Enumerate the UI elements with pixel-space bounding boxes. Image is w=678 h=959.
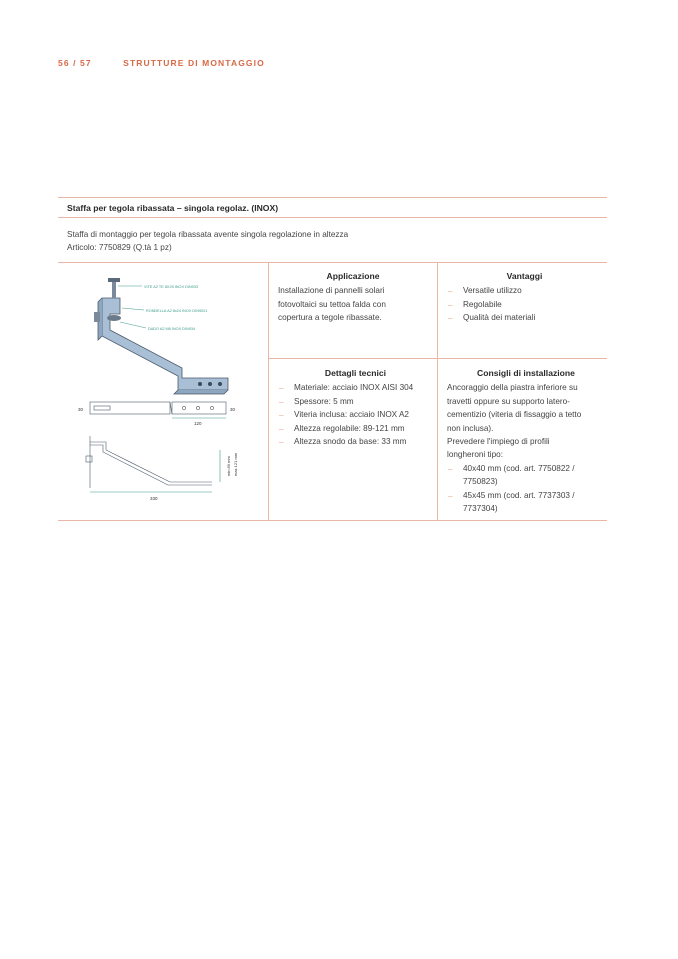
rule-under-title (58, 217, 607, 218)
dettagli-item: _ Altezza regolabile: 89-121 mm (278, 422, 433, 435)
bracket-isometric (94, 278, 228, 394)
dim-min-height: min 89 mm (226, 456, 231, 476)
column-divider-left (268, 262, 269, 520)
page-numbers: 56 / 57 (58, 58, 92, 68)
dettagli-section (278, 367, 433, 448)
dettagli-title: Dettagli tecnici (324, 368, 387, 378)
vantaggi-item: _ Regolabile (447, 298, 602, 311)
dim-total-length: 330 (150, 496, 158, 501)
applicazione-line: fotovoltaici su tettoa falda con (278, 299, 386, 309)
dim-hole-span: 120 (194, 421, 202, 426)
dettagli-item: _ Viteria inclusa: acciaio INOX A2 (278, 408, 433, 421)
consigli-item-line: 40x40 mm (cod. art. 7750822 / (463, 463, 575, 473)
dim-height-right: 30 (230, 407, 236, 412)
consigli-line: Prevedere l'impiego di profili (447, 437, 550, 447)
product-description (67, 228, 348, 254)
consigli-line: travetti oppure su supporto latero- (447, 396, 570, 406)
dettagli-item: _ Materiale: acciaio INOX AISI 304 (278, 381, 433, 394)
rule-top (58, 197, 607, 198)
article-number: Articolo: 7750829 (Q.tà 1 pz) (67, 243, 172, 252)
rule-row-divider (268, 358, 607, 359)
description-text: Staffa di montaggio per tegola ribassata avente singola regolazione in altezza (67, 230, 349, 239)
callout-vite: VITE A2 TE 8X25 INOX DIN933 (144, 285, 198, 289)
callout-lines (118, 286, 146, 328)
consigli-item (447, 462, 605, 489)
page-header (58, 58, 265, 68)
dim-max-height: max 121 mm (233, 452, 238, 476)
consigli-item-line: 7750823) (463, 477, 498, 487)
applicazione-title: Applicazione (326, 271, 380, 281)
bracket-side-view (86, 436, 220, 492)
applicazione-line: Installazione di pannelli solari (278, 286, 385, 296)
callout-rondella: RONDELLA A2 8x24 INOX DIN9021 (146, 309, 208, 313)
consigli-line: Ancoraggio della piastra inferiore su (447, 383, 578, 393)
bracket-top-view (90, 402, 226, 418)
vantaggi-section (447, 270, 602, 325)
dim-height-left: 30 (78, 407, 84, 412)
product-drawing (62, 268, 262, 513)
vantaggi-item: _ Qualità dei materiali (447, 311, 602, 324)
vantaggi-title: Vantaggi (506, 271, 543, 281)
rule-table-top (58, 262, 607, 263)
applicazione-section (278, 270, 428, 325)
consigli-title: Consigli di installazione (477, 368, 575, 378)
section-title: STRUTTURE DI MONTAGGIO (123, 58, 265, 68)
vantaggi-item: _ Versatile utilizzo (447, 284, 602, 297)
dettagli-item: _ Spessore: 5 mm (278, 395, 433, 408)
consigli-section (447, 367, 605, 515)
consigli-item (447, 489, 605, 516)
rule-table-bottom (58, 520, 607, 521)
product-title: Staffa per tegola ribassata – singola regolaz. (INOX) (67, 203, 279, 213)
consigli-item-line: 7737304) (463, 504, 498, 514)
column-divider-right (437, 262, 438, 520)
applicazione-line: copertura a tegole ribassate. (278, 313, 382, 323)
dettagli-item: _ Altezza snodo da base: 33 mm (278, 435, 433, 448)
consigli-line: non inclusa). (447, 423, 494, 433)
consigli-item-line: 45x45 mm (cod. art. 7737303 / (463, 490, 575, 500)
consigli-line: longheroni tipo: (447, 450, 503, 460)
consigli-line: cementizio (viteria di fissaggio a tetto (447, 410, 582, 420)
callout-dado: DADO A2 M8 INOX DIN934 (148, 327, 196, 331)
